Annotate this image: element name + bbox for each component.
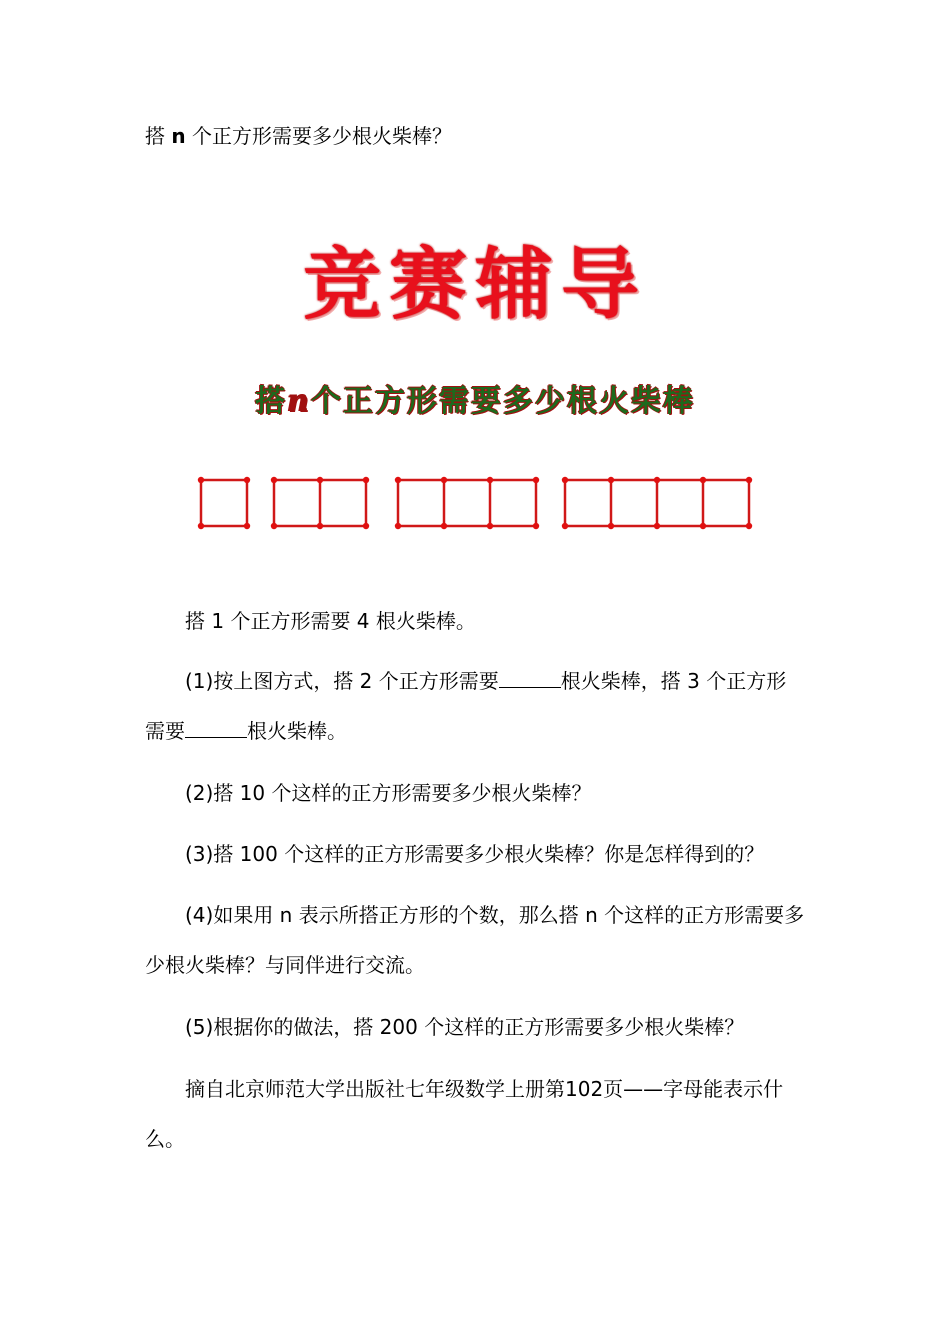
question-1-part-a: (1)按上图方式，搭 2 个正方形需要	[185, 669, 499, 693]
question-5: (5)根据你的做法，搭 200 个这样的正方形需要多少根火柴棒？	[185, 1015, 745, 1039]
matchstick-head	[363, 477, 369, 483]
square-group-2	[271, 477, 369, 529]
matchstick-squares	[198, 477, 752, 529]
matchstick-head	[317, 477, 323, 483]
heading-prefix: 搭	[145, 124, 165, 148]
matchstick-head	[608, 477, 614, 483]
matchstick-head	[746, 523, 752, 529]
question-1-part-c: 需要	[145, 719, 185, 743]
matchstick-head	[700, 523, 706, 529]
answer-blank-2[interactable]	[185, 717, 247, 738]
matchstick-head	[271, 523, 277, 529]
intro-text: 搭 1 个正方形需要 4 根火柴棒。	[185, 609, 476, 633]
question-1	[145, 656, 810, 756]
matchstick-head	[441, 523, 447, 529]
matchstick-head	[244, 523, 250, 529]
square-group-3	[395, 477, 539, 529]
matchstick-head	[244, 477, 250, 483]
matchstick-head	[395, 523, 401, 529]
matchstick-head	[198, 523, 204, 529]
matchstick-head	[562, 477, 568, 483]
matchstick-head	[441, 477, 447, 483]
question-4: (4)如果用 n 表示所搭正方形的个数，那么搭 n 个这样的正方形需要多少根火柴棒？与同伴进行交流。	[145, 903, 805, 977]
matchstick-head	[271, 477, 277, 483]
matchstick-head	[198, 477, 204, 483]
square-group-4	[562, 477, 752, 529]
matchstick-head	[487, 523, 493, 529]
matchstick-head	[395, 477, 401, 483]
matchstick-head	[533, 523, 539, 529]
question-1-part-d: 根火柴棒。	[247, 719, 347, 743]
matchstick-head	[562, 523, 568, 529]
banner-subtitle-post: 个正方形需要多少根火柴棒	[310, 384, 695, 419]
page-heading	[145, 120, 452, 152]
banner-subtitle-variable: n	[287, 384, 311, 419]
banner-title: 竞赛辅导	[302, 239, 647, 330]
question-3: (3)搭 100 个这样的正方形需要多少根火柴棒？你是怎样得到的？	[185, 842, 765, 866]
banner-subtitle	[0, 380, 950, 424]
question-1-part-b: 根火柴棒，搭 3 个正方形	[560, 669, 787, 693]
matchstick-head	[317, 523, 323, 529]
matchstick-head	[487, 477, 493, 483]
question-2: (2)搭 10 个这样的正方形需要多少根火柴棒？	[185, 781, 592, 805]
matchstick-head	[700, 477, 706, 483]
heading-suffix: 个正方形需要多少根火柴棒？	[191, 124, 452, 148]
square-group-1	[198, 477, 250, 529]
matchstick-head	[533, 477, 539, 483]
matchstick-head	[654, 523, 660, 529]
matchstick-head	[363, 523, 369, 529]
matchstick-figure	[0, 470, 950, 540]
matchstick-head	[654, 477, 660, 483]
answer-blank-1[interactable]	[499, 667, 561, 688]
matchstick-head	[608, 523, 614, 529]
heading-variable: n	[171, 124, 186, 148]
banner-subtitle-pre: 搭	[255, 384, 288, 419]
matchstick-head	[746, 477, 752, 483]
source-note: 摘自北京师范大学出版社七年级数学上册第102页——字母能表示什么。	[145, 1077, 784, 1151]
